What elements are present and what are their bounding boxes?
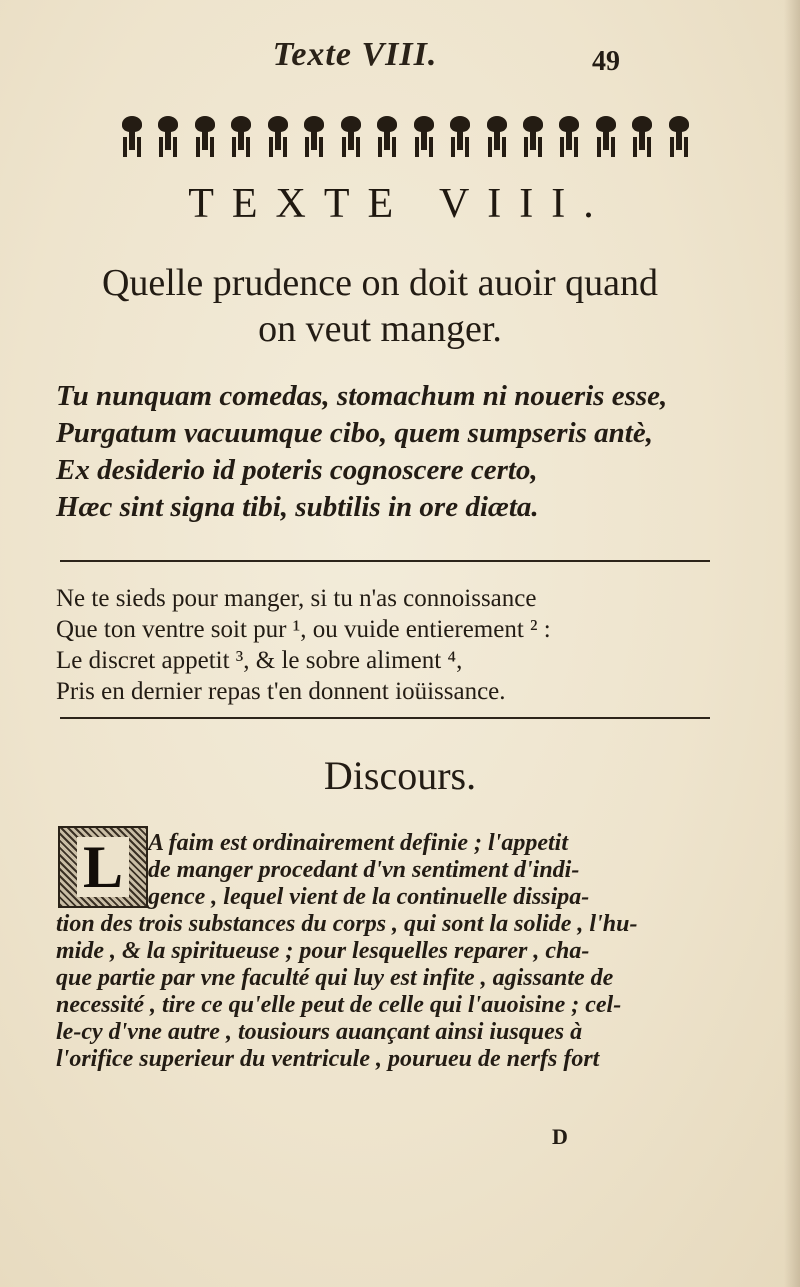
- fleuron-icon: [519, 114, 547, 152]
- french-verse-line: Le discret appetit ³, & le sobre aliment ⁴,: [56, 647, 463, 674]
- discourse-line: A faim est ordinairement definie ; l'appetit: [148, 830, 568, 856]
- section-title: TEXTE VIII.: [188, 181, 612, 227]
- discourse-body: [56, 911, 716, 1073]
- fleuron-ornament-band: [118, 108, 693, 158]
- running-title: Texte VIII.: [272, 36, 438, 73]
- discourse-line: mide , & la spiritueuse ; pour lesquelles reparer , cha-: [56, 938, 590, 964]
- fleuron-icon: [628, 114, 656, 152]
- divider-rule: [60, 560, 710, 562]
- catchword: D: [552, 1124, 568, 1149]
- fleuron-icon: [300, 114, 328, 152]
- latin-verse-line: Tu nunquam comedas, stomachum ni noueris esse,: [56, 380, 668, 412]
- french-verse: [56, 583, 696, 707]
- fleuron-icon: [118, 114, 146, 152]
- french-verse-line: Que ton ventre soit pur ¹, ou vuide entierement ² :: [56, 616, 551, 643]
- french-verse-line: Pris en dernier repas t'en donnent ioüissance.: [56, 678, 506, 705]
- fleuron-icon: [446, 114, 474, 152]
- fleuron-icon: [227, 114, 255, 152]
- divider-rule: [60, 717, 710, 719]
- drop-cap-letter: L: [77, 837, 129, 897]
- fleuron-icon: [410, 114, 438, 152]
- discourse-opening: [148, 830, 708, 911]
- fleuron-icon: [665, 114, 693, 152]
- latin-verse: [56, 378, 696, 526]
- discourse-line: tion des trois substances du corps , qui sont la solide , l'hu-: [56, 911, 638, 937]
- latin-verse-line: Hæc sint signa tibi, subtilis in ore diæta.: [56, 491, 539, 523]
- fleuron-icon: [592, 114, 620, 152]
- fleuron-icon: [483, 114, 511, 152]
- running-head: [0, 36, 800, 86]
- latin-verse-line: Ex desiderio id poteris cognoscere certo,: [56, 454, 538, 486]
- fleuron-icon: [373, 114, 401, 152]
- discourse-line: l'orifice superieur du ventricule , pourueu de nerfs fort: [56, 1046, 600, 1072]
- fleuron-icon: [191, 114, 219, 152]
- french-verse-line: Ne te sieds pour manger, si tu n'as connoissance: [56, 585, 537, 612]
- fleuron-icon: [337, 114, 365, 152]
- discourse-heading: Discours.: [323, 753, 477, 798]
- fleuron-icon: [264, 114, 292, 152]
- fleuron-icon: [555, 114, 583, 152]
- drop-cap-initial: [58, 826, 148, 908]
- page-number: 49: [592, 46, 620, 77]
- latin-verse-line: Purgatum vacuumque cibo, quem sumpseris antè,: [56, 417, 653, 449]
- chapter-heading: [60, 260, 700, 352]
- discourse-line: de manger procedant d'vn sentiment d'indi-: [148, 857, 580, 883]
- discourse-line: que partie par vne faculté qui luy est infite , agissante de: [56, 965, 614, 991]
- discourse-line: le-cy d'vne autre , tousiours auançant ainsi iusques à: [56, 1019, 583, 1045]
- heading-line: Quelle prudence on doit auoir quand: [101, 262, 659, 304]
- page-edge-shadow: [784, 0, 800, 1287]
- heading-line: on veut manger.: [258, 308, 502, 350]
- discourse-line: gence , lequel vient de la continuelle dissipa-: [148, 884, 590, 910]
- discourse-line: necessité , tire ce qu'elle peut de celle qui l'auoisine ; cel-: [56, 992, 622, 1018]
- fleuron-icon: [154, 114, 182, 152]
